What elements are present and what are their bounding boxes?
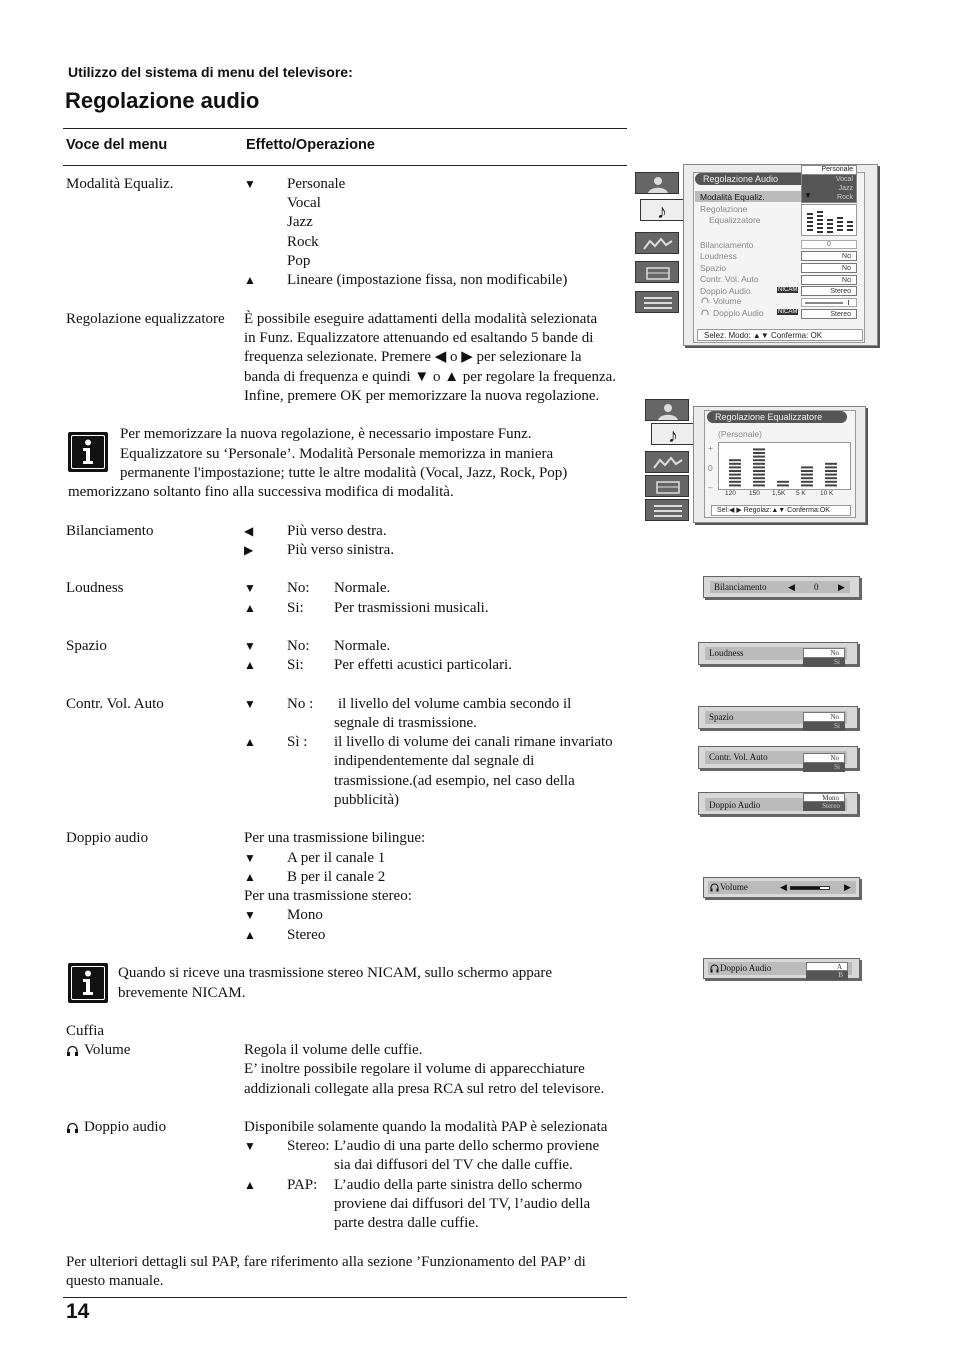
screen1-header: Regolazione Audio — [695, 173, 815, 185]
band-label: 150 — [749, 490, 760, 497]
popup-item[interactable]: Vocal — [835, 176, 853, 183]
right-arrow[interactable]: ▶ — [844, 882, 851, 892]
mini-label: Doppio Audio — [720, 963, 772, 973]
option-no[interactable]: No — [803, 648, 845, 658]
up-arrow: ▲ — [244, 928, 256, 942]
rule-top — [63, 128, 627, 129]
down-arrow: ▼ — [244, 908, 256, 922]
eq-band-bar[interactable] — [824, 446, 838, 488]
popup-item[interactable]: Rock — [837, 194, 853, 201]
option-no[interactable]: No — [803, 753, 845, 763]
item-bilanciamento: Bilanciamento — [66, 523, 154, 539]
eq-band-bar[interactable] — [728, 446, 742, 488]
menu-item-regolazione[interactable]: Regolazione — [700, 204, 748, 214]
option-lineare: Lineare (impostazione fissa, non modificabile) — [287, 272, 568, 288]
scale-plus: + — [708, 443, 713, 453]
option-pop: Pop — [287, 253, 311, 269]
up-arrow: ▲ — [244, 273, 256, 287]
nicam-badge: NICAM — [778, 287, 798, 293]
option-b[interactable]: B — [806, 971, 848, 980]
menu-item-loudness[interactable]: Loudness — [700, 251, 737, 261]
headphone-icon — [710, 964, 719, 973]
item-spazio: Spazio — [66, 638, 107, 654]
option-mono[interactable]: Mono — [803, 793, 845, 802]
mini-label: Doppio Audio — [709, 800, 761, 810]
menu-item-volume[interactable]: Volume — [713, 296, 742, 306]
item-cuffia-doppio: Doppio audio — [84, 1119, 167, 1135]
menu-item-doppio[interactable]: Doppio Audio — [700, 286, 751, 296]
down-arrow: ▼ — [244, 639, 256, 653]
option-si[interactable]: Si — [803, 763, 845, 772]
note-line: brevemente NICAM. — [118, 985, 246, 1001]
screen1-footer: Selez. Modo: ▲▼ Conferma: OK — [697, 329, 863, 341]
tab-setup — [635, 261, 679, 283]
contr-no-key: No : — [287, 696, 314, 712]
band-label: 10 K — [820, 490, 834, 497]
option-vocal: Vocal — [287, 195, 321, 211]
regolazione-line: È possibile eseguire adattamenti della modalità selezionata — [244, 311, 598, 327]
volume-bar — [801, 298, 857, 307]
loud-si-val: Per trasmissioni musicali. — [334, 600, 489, 616]
mini-cuffia-doppio — [703, 958, 860, 979]
tab-picture — [645, 399, 689, 421]
regolazione-line: banda di frequenza e quindi ▼ o ▲ per regolare la frequenza. — [244, 369, 617, 385]
item-cuffia-volume: Volume — [84, 1042, 131, 1058]
popup-item[interactable]: Jazz — [838, 185, 853, 192]
loud-no-key: No: — [287, 580, 310, 596]
item-doppio: Doppio audio — [66, 830, 149, 846]
right-arrow[interactable]: ▶ — [838, 582, 845, 592]
headphone-icon — [701, 309, 709, 317]
up-arrow: ▲ — [244, 658, 256, 672]
doppio-b: B per il canale 2 — [287, 869, 386, 885]
band-label: 1,5K — [772, 490, 786, 497]
cuffia-vol-line: addizionali collegate alla presa RCA sul retro del televisore. — [244, 1081, 605, 1097]
bil-left: Più verso sinistra. — [287, 542, 395, 558]
value-bil: 0 — [827, 241, 831, 248]
rule-header — [63, 165, 627, 166]
menu-item-equalizzatore[interactable]: Equalizzatore — [709, 215, 761, 225]
spazio-no-val: Normale. — [334, 638, 391, 654]
value-contr: No — [801, 275, 857, 285]
tab-list — [645, 499, 689, 521]
contr-si-val: indipendentemente dal segnale di — [334, 753, 535, 769]
left-arrow: ◀ — [244, 524, 254, 538]
footer-note: Per ulteriori dettagli sul PAP, fare riferimento alla sezione ’Funzionamento del PAP’ di — [66, 1254, 586, 1270]
mini-eq-graph — [801, 204, 857, 236]
popup-item[interactable]: Personale — [821, 166, 853, 173]
option-jazz: Jazz — [287, 214, 313, 230]
cuffia-pap-val: parte destra dalle cuffie. — [334, 1215, 479, 1231]
eq-chart — [718, 442, 851, 490]
section-subtitle: Utilizzo del sistema di menu del televisore: — [68, 64, 353, 80]
nicam-badge: NICAM — [778, 309, 798, 315]
regolazione-line: Infine, premere OK per memorizzare la nuova regolazione. — [244, 388, 600, 404]
doppio-a: A per il canale 1 — [287, 850, 386, 866]
col-header-item: Voce del menu — [66, 137, 168, 153]
up-arrow: ▲ — [244, 735, 256, 749]
loud-no-val: Normale. — [334, 580, 391, 596]
cuffia-pap-val: L’audio della parte sinistra dello schermo — [334, 1177, 583, 1193]
up-arrow: ▲ — [244, 601, 256, 615]
mini-label: Loudness — [709, 648, 744, 658]
cuffia-pap-key: PAP: — [287, 1177, 318, 1193]
doppio-stereo-intro: Per una trasmissione stereo: — [244, 888, 412, 904]
regolazione-line: frequenza selezionate. Premere ◀ o ▶ per selezionare la — [244, 349, 582, 365]
headphone-icon — [66, 1121, 79, 1134]
value-da: Stereo — [801, 309, 857, 319]
screen2-footer: Sel:◀ ▶ Regolaz:▲▼ Conferma:OK — [711, 505, 851, 516]
volume-slider[interactable] — [790, 886, 830, 890]
contr-si-val: pubblicità) — [334, 792, 399, 808]
band-label: 5 K — [796, 490, 806, 497]
spazio-si-val: Per effetti acustici particolari. — [334, 657, 512, 673]
value-loud: No — [801, 251, 857, 261]
cuffia-vol-line: Regola il volume delle cuffie. — [244, 1042, 423, 1058]
left-arrow[interactable]: ◀ — [788, 582, 795, 592]
regolazione-line: in Funz. Equalizzatore attenuando ed esaltando 5 bande di — [244, 330, 594, 346]
option-si[interactable]: Si — [803, 658, 845, 667]
doppio-stereo: Stereo — [287, 927, 326, 943]
tab-list — [635, 291, 679, 313]
cuffia-pap-val: proviene dai diffusori del TV, l’audio della — [334, 1196, 591, 1212]
item-equaliz: Modalità Equaliz. — [66, 176, 174, 192]
screen-equalizzatore — [645, 397, 870, 525]
menu-item-cuffia-doppio[interactable]: Doppio Audio — [713, 308, 764, 318]
option-no[interactable]: No — [803, 712, 845, 722]
down-arrow: ▼ — [244, 1139, 256, 1153]
cuffia-stereo-key: Stereo: — [287, 1138, 330, 1154]
down-arrow: ▼ — [804, 191, 812, 200]
cuffia-stereo-val: L’audio di una parte dello schermo proviene — [334, 1138, 600, 1154]
contr-si-key: Sì : — [287, 734, 308, 750]
eq-band-bar[interactable] — [800, 446, 814, 488]
spazio-no-key: No: — [287, 638, 310, 654]
headphone-icon — [710, 883, 719, 892]
mini-label: Volume — [720, 882, 748, 892]
mini-doppio — [698, 792, 858, 815]
option-a[interactable]: A — [806, 962, 848, 971]
band-label: 120 — [725, 490, 736, 497]
info-icon — [68, 432, 108, 472]
tab-features — [645, 451, 689, 473]
note-line: Quando si riceve una trasmissione stereo NICAM, sullo schermo appare — [118, 965, 553, 981]
note-line: Equalizzatore su ‘Personale’. Modalità Personale memorizza in maniera — [120, 446, 554, 462]
menu-item-spazio[interactable]: Spazio — [700, 263, 726, 273]
tab-sound — [640, 199, 684, 221]
mini-label: Spazio — [709, 712, 734, 722]
doppio-intro: Per una trasmissione bilingue: — [244, 830, 426, 846]
info-icon — [68, 963, 108, 1003]
down-arrow: ▼ — [244, 581, 256, 595]
screen2-header: Regolazione Equalizzatore — [707, 411, 847, 423]
tab-features — [635, 232, 679, 254]
loud-si-key: Si: — [287, 600, 304, 616]
footer-note: questo manuale. — [66, 1273, 164, 1289]
spazio-si-key: Si: — [287, 657, 304, 673]
item-contr: Contr. Vol. Auto — [66, 696, 164, 712]
headphone-icon — [701, 297, 709, 305]
scale-zero: 0 — [708, 463, 713, 473]
menu-item-bilanciamento[interactable]: Bilanciamento — [700, 240, 754, 250]
contr-no-val: segnale di trasmissione. — [334, 715, 477, 731]
doppio-mono: Mono — [287, 907, 323, 923]
note-line: memorizzano soltanto fino alla successiva modifica di modalità. — [68, 484, 454, 500]
svg-text:♪: ♪ — [668, 425, 678, 446]
col-header-effect: Effetto/Operazione — [246, 137, 375, 153]
option-stereo[interactable]: Stereo — [803, 802, 845, 811]
value-doppio: Stereo — [801, 286, 857, 296]
cuffia-stereo-val: sia dai diffusori del TV che dalle cuffie. — [334, 1157, 573, 1173]
cuffia-vol-line: E’ inoltre possibile regolare il volume di apparecchiature — [244, 1061, 585, 1077]
scale-minus: – — [708, 482, 713, 492]
mini-bilanciamento — [703, 576, 860, 598]
page-title: Regolazione audio — [65, 88, 260, 113]
left-arrow[interactable]: ◀ — [780, 882, 787, 892]
menu-item-equaliz[interactable]: Modalità Equaliz. — [700, 192, 765, 202]
option-rock: Rock — [287, 234, 319, 250]
headphone-icon — [66, 1044, 79, 1057]
up-arrow: ▲ — [244, 1178, 256, 1192]
screen2-preset: (Personale) — [718, 429, 762, 439]
bil-right: Più verso destra. — [287, 523, 387, 539]
tab-picture — [635, 172, 679, 194]
cuffia-da-intro: Disponibile solamente quando la modalità PAP è selezionata — [244, 1119, 608, 1135]
up-arrow: ▲ — [244, 870, 256, 884]
right-arrow: ▶ — [244, 543, 254, 557]
item-regolazione: Regolazione equalizzatore — [66, 311, 225, 327]
down-arrow: ▼ — [244, 697, 256, 711]
down-arrow: ▼ — [244, 851, 256, 865]
eq-band-bar[interactable] — [776, 446, 790, 488]
contr-si-val: il livello di volume dei canali rimane invariato — [334, 734, 613, 750]
tab-setup — [645, 475, 689, 497]
note-line: permanente l'impostazione; tutte le altre modalità (Vocal, Jazz, Rock, Pop) — [120, 465, 568, 481]
mini-contr — [698, 746, 858, 769]
mini-label: Contr. Vol. Auto — [709, 752, 768, 762]
mini-spazio — [698, 706, 858, 729]
item-cuffia: Cuffia — [66, 1023, 105, 1039]
contr-no-val: il livello del volume cambia secondo il — [338, 696, 572, 712]
item-loudness: Loudness — [66, 580, 124, 596]
screen-regolazione-audio — [634, 164, 880, 350]
contr-si-val: trasmissione.(ad esempio, nel caso della — [334, 773, 575, 789]
down-arrow: ▼ — [244, 177, 256, 191]
rule-bottom — [63, 1297, 627, 1298]
eq-band-bar[interactable] — [752, 446, 766, 488]
svg-text:♪: ♪ — [657, 201, 667, 222]
mini-volume — [703, 877, 860, 898]
mini-loudness — [698, 642, 858, 665]
page-number: 14 — [66, 1300, 90, 1323]
option-si[interactable]: Si — [803, 722, 845, 731]
mini-value: 0 — [814, 582, 819, 592]
value-spazio: No — [801, 263, 857, 273]
tab-sound — [651, 423, 695, 445]
option-personale: Personale — [287, 176, 346, 192]
menu-item-contr[interactable]: Contr. Vol. Auto — [700, 274, 759, 284]
mini-label: Bilanciamento — [714, 582, 767, 592]
note-line: Per memorizzare la nuova regolazione, è necessario impostare Funz. — [120, 426, 532, 442]
